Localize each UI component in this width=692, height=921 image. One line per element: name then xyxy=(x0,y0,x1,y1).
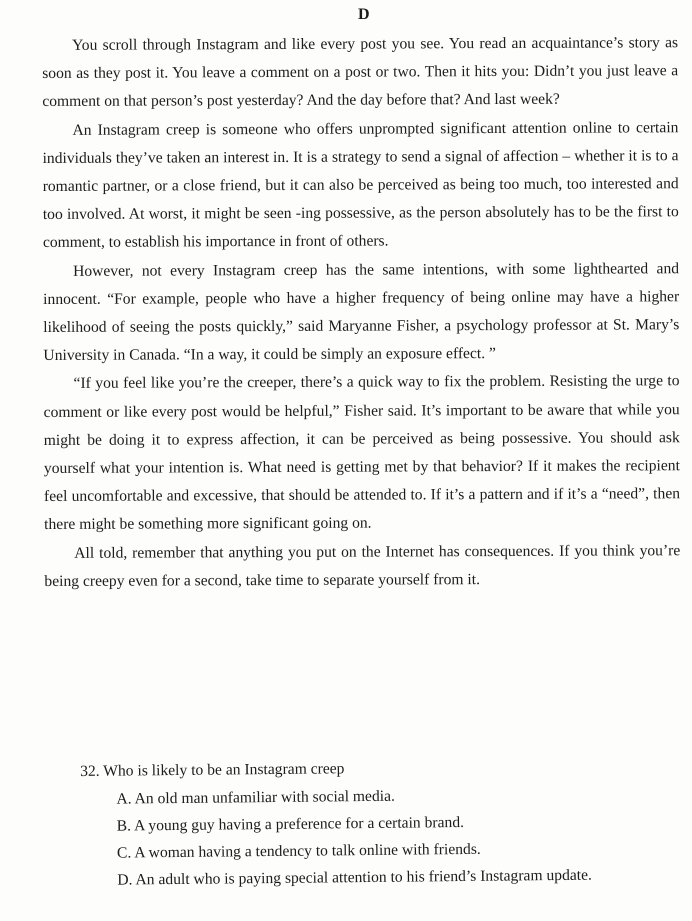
option-b[interactable]: B. A young guy having a preference for a certain brand. xyxy=(116,813,465,835)
answer-options xyxy=(80,780,681,894)
passage-paragraph-5: All told, remember that anything you put on the Internet has consequences. If you think you’re being creepy even for a second, take time to separate yourself from it. xyxy=(44,541,681,590)
section-heading: D xyxy=(357,6,371,23)
passage-paragraph-4: “If you feel like you’re the creeper, there’s a quick way to fix the problem. Resisting the urge to comment or like every post would be helpful,” Fisher said. It’s important to be aware that while you might be doing it to express affection, it can be perceived as being possessive. You should ask yourself what your intention is. What need is getting met by that behavior? If it makes the recipient feel uncomfortable and excessive, that should be attended to. If it’s a pattern and if it’s a “need”, then there might be something more significant going on. xyxy=(43,372,681,534)
reading-passage xyxy=(42,29,680,596)
question-stem: 32. Who is likely to be an Instagram creep xyxy=(80,760,345,780)
option-a[interactable]: A. An old man unfamiliar with social media. xyxy=(116,787,395,808)
question-32 xyxy=(80,752,681,894)
option-c[interactable]: C. A woman having a tendency to talk online with friends. xyxy=(116,840,481,862)
option-d[interactable]: D. An adult who is paying special attention to his friend’s Instagram update. xyxy=(117,866,593,889)
passage-paragraph-3: However, not every Instagram creep has the same intentions, with some lighthearted and innocent. “For example, people who have a higher frequency of being online may have a higher likelihood of seeing the posts quickly,” said Maryanne Fisher, a psychology professor at St. Mary’s University in Canada. “In a way, it could be simply an exposure effect. ” xyxy=(43,259,680,365)
passage-paragraph-2: An Instagram creep is someone who offers unprompted significant attention online to certain individuals they’ve taken an interest in. It is a strategy to send a signal of affection – whether it is to a romantic partner, or a close friend, but it can also be perceived as being too much, too interested and too involved. At worst, it might be seen -ing possessive, as the person absolutely has to be the first to comment, to establish his importance in front of others. xyxy=(42,118,679,252)
passage-paragraph-1: You scroll through Instagram and like every post you see. You read an acquaintance’s story as soon as they post it. You leave a comment on a post or two. Then it hits you: Didn’t you just leave a comment on that person’s post yesterday? And the day before that? And last week? xyxy=(42,34,679,111)
